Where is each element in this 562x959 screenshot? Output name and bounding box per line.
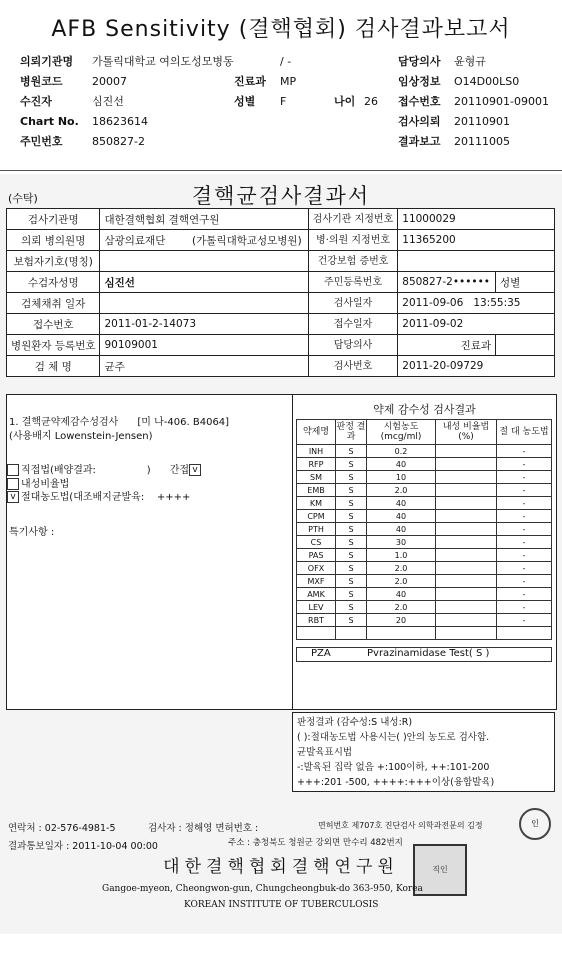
english-institute: KOREAN INSTITUTE OF TUBERCULOSIS xyxy=(184,900,379,910)
drug-name: EMB xyxy=(297,484,336,497)
drug-ratio xyxy=(436,523,497,536)
drug-concentration: 40 xyxy=(367,497,436,510)
drug-row xyxy=(297,562,552,575)
sutak-label: (수탁) xyxy=(8,192,38,205)
insurer-value xyxy=(100,251,308,272)
meta-label: Chart No. xyxy=(20,115,79,128)
drug-row xyxy=(297,510,552,523)
direct-method: 직접법(배양결과: ) 간접 v xyxy=(7,461,203,476)
meta-label: 진료과 xyxy=(234,75,266,88)
meta-value: 심진선 xyxy=(92,95,124,108)
specimen-value: 균주 xyxy=(100,356,308,377)
meta-label xyxy=(234,52,280,72)
col-concentration: 시험농도 (mcg/ml) xyxy=(367,420,436,445)
drug-ratio xyxy=(436,445,497,458)
doctor-stamp: 인 xyxy=(519,808,551,840)
drug-result: S xyxy=(336,497,367,510)
resistance-ratio-method: 내성비율법 xyxy=(7,475,69,490)
drug-row xyxy=(297,614,552,627)
report-title: AFB Sensitivity (결핵협회) 검사결과보고서 xyxy=(51,17,511,42)
meta-label: 병원코드 xyxy=(20,75,63,88)
meta-value: O14D00LS0 xyxy=(454,75,520,88)
meta-label: 담당의사 xyxy=(398,55,441,68)
insurer-label: 보험자기호(명칭) xyxy=(7,251,100,272)
drug-ratio xyxy=(436,510,497,523)
method-line1: 1. 결핵균약제감수성검사 [미 나-406. B4064] xyxy=(9,417,230,428)
drug-result: S xyxy=(336,458,367,471)
drug-concentration: 30 xyxy=(367,536,436,549)
drug-row xyxy=(297,588,552,601)
susceptibility-title: 약제 감수성 검사결과 xyxy=(373,403,476,416)
meta-value: F xyxy=(280,95,287,108)
meta-label: 주민번호 xyxy=(20,135,63,148)
drug-name: MXF xyxy=(297,575,336,588)
contact: 연락처 : 02-576-4981-5 xyxy=(8,823,116,834)
hospital-code: 11365200 xyxy=(398,230,555,251)
drug-result: S xyxy=(336,445,367,458)
empty-cell xyxy=(336,627,367,640)
specimen-label: 검 체 명 xyxy=(7,356,100,377)
pza-value: Pvrazinamidase Test( S ) xyxy=(367,648,490,659)
meta-label: 의뢰기관명 xyxy=(20,55,74,68)
drug-name: INH xyxy=(297,445,336,458)
meta-label: 결과보고 xyxy=(398,135,441,148)
drug-name: PTH xyxy=(297,523,336,536)
drug-ratio xyxy=(436,601,497,614)
drug-ratio xyxy=(436,562,497,575)
hospital-label: 의뢰 병의원명 xyxy=(7,230,100,251)
drug-result: S xyxy=(336,484,367,497)
drug-row xyxy=(297,575,552,588)
legend-line: ( ):절대농도법 사용시는( )안의 농도로 검사함. xyxy=(297,732,490,743)
drug-row xyxy=(297,523,552,536)
drug-concentration: 2.0 xyxy=(367,575,436,588)
remarks-label: 특기사항 : xyxy=(9,527,55,538)
absolute-checkbox[interactable]: v xyxy=(7,491,19,503)
meta-value: 850827-2 xyxy=(92,135,145,148)
doctor-label: 담당의사 xyxy=(308,335,397,356)
info-table xyxy=(6,208,555,377)
receipt-no-label: 접수번호 xyxy=(7,314,100,335)
drug-name: CS xyxy=(297,536,336,549)
drug-name: PAS xyxy=(297,549,336,562)
drug-result: S xyxy=(336,510,367,523)
receipt-date-value: 2011-09-02 xyxy=(398,314,555,335)
drug-absolute: - xyxy=(497,471,552,484)
english-address: Gangoe-myeon, Cheongwon-gun, Chungcheongbuk-do 363-950, Korea xyxy=(102,884,423,894)
drug-result: S xyxy=(336,523,367,536)
patient-value: 심진선 xyxy=(100,272,308,293)
dept-label: 진료과 xyxy=(398,335,496,356)
receipt-date-label: 접수일자 xyxy=(308,314,397,335)
health-ins-value xyxy=(398,251,555,272)
divider xyxy=(0,170,562,171)
drug-concentration: 2.0 xyxy=(367,601,436,614)
receipt-no-value: 2011-01-2-14073 xyxy=(100,314,308,335)
meta-label: 접수번호 xyxy=(398,95,441,108)
col-result: 판정 결과 xyxy=(336,420,367,445)
drug-result: S xyxy=(336,614,367,627)
drug-name: RFP xyxy=(297,458,336,471)
drug-absolute: - xyxy=(497,575,552,588)
age-value: 26 xyxy=(364,95,378,108)
meta-right xyxy=(398,52,549,152)
reg-value: 90109001 xyxy=(100,335,308,356)
test-date-value: 2011-09-06 13:55:35 xyxy=(398,293,555,314)
hospital-code-label: 병·의원 지정번호 xyxy=(308,230,397,251)
meta-label: 성별 xyxy=(234,95,256,108)
license: 면허번호 제707호 진단검사 의학과전문의 김정 xyxy=(318,821,483,830)
rrn-label: 주민등록번호 xyxy=(308,272,397,293)
drug-ratio xyxy=(436,575,497,588)
drug-row xyxy=(297,536,552,549)
age-label: 나이 xyxy=(334,95,356,108)
test-no-label: 검사번호 xyxy=(308,356,397,377)
absolute-conc-method: v 절대농도법(대조배지균발육: ++++ xyxy=(7,488,190,503)
drug-ratio xyxy=(436,588,497,601)
drug-result: S xyxy=(336,549,367,562)
legend-line: -:발육된 집락 없음 +:100이하, ++:101-200 xyxy=(297,762,490,773)
drug-ratio xyxy=(436,536,497,549)
drug-table xyxy=(296,419,552,640)
drug-absolute: - xyxy=(497,601,552,614)
drug-absolute: - xyxy=(497,523,552,536)
lab-value: 대한결핵협회 결핵연구원 xyxy=(100,209,308,230)
lab-label: 검사기관명 xyxy=(7,209,100,230)
test-date-label: 검사일자 xyxy=(308,293,397,314)
drug-row-empty xyxy=(297,627,552,640)
legend-line: 균발육표시법 xyxy=(297,747,353,758)
drug-row xyxy=(297,549,552,562)
test-no-value: 2011-20-09729 xyxy=(398,356,555,377)
drug-absolute: - xyxy=(497,562,552,575)
meta-value: MP xyxy=(280,75,297,88)
empty-cell xyxy=(436,627,497,640)
drug-name: SM xyxy=(297,471,336,484)
patient-label: 수검자성명 xyxy=(7,272,100,293)
meta-value: 20007 xyxy=(92,75,127,88)
meta-label: 수진자 xyxy=(20,95,52,108)
drug-concentration: 40 xyxy=(367,458,436,471)
empty-cell xyxy=(367,627,436,640)
meta-value: / - xyxy=(280,55,292,68)
lab-code-label: 검사기관 지정번호 xyxy=(308,209,397,230)
dept-value xyxy=(496,335,555,356)
drug-row xyxy=(297,497,552,510)
drug-absolute: - xyxy=(497,614,552,627)
drug-concentration: 2.0 xyxy=(367,484,436,497)
drug-absolute: - xyxy=(497,549,552,562)
drug-result: S xyxy=(336,575,367,588)
indirect-checkbox[interactable]: v xyxy=(189,464,201,476)
legend-line: +++:201 -500, ++++:+++이상(융합발육) xyxy=(297,777,495,788)
drug-row xyxy=(297,601,552,614)
drug-result: S xyxy=(336,588,367,601)
drug-ratio xyxy=(436,484,497,497)
meta-left xyxy=(20,52,234,152)
drug-absolute: - xyxy=(497,510,552,523)
meta-value: 20111005 xyxy=(454,135,510,148)
drug-concentration: 1.0 xyxy=(367,549,436,562)
drug-name: AMK xyxy=(297,588,336,601)
drug-name: CPM xyxy=(297,510,336,523)
empty-cell xyxy=(297,627,336,640)
col-absolute: 절 대 농도법 xyxy=(497,420,552,445)
method-box xyxy=(6,394,294,710)
susceptibility-box xyxy=(292,394,557,710)
drug-result: S xyxy=(336,562,367,575)
drug-result: S xyxy=(336,601,367,614)
method-line2: (사용배지 Lowenstein-Jensen) xyxy=(9,431,153,442)
drug-ratio xyxy=(436,497,497,510)
pza-label: PZA xyxy=(311,648,331,659)
col-ratio: 내성 비율법(%) xyxy=(436,420,497,445)
drug-absolute: - xyxy=(497,445,552,458)
meta-label: 임상정보 xyxy=(398,75,441,88)
drug-name: OFX xyxy=(297,562,336,575)
drug-ratio xyxy=(436,458,497,471)
drug-absolute: - xyxy=(497,497,552,510)
drug-row xyxy=(297,445,552,458)
drug-result: S xyxy=(336,471,367,484)
drug-name: RBT xyxy=(297,614,336,627)
meta-value: 윤형규 xyxy=(454,55,486,68)
meta-value: 20110901-09001 xyxy=(454,95,549,108)
address: 주소 : 충청북도 청원군 강외면 만수리 482번지 xyxy=(228,838,403,848)
drug-concentration: 2.0 xyxy=(367,562,436,575)
drug-absolute: - xyxy=(497,484,552,497)
drug-absolute: - xyxy=(497,588,552,601)
report-date: 결과통보일자 : 2011-10-04 00:00 xyxy=(8,841,158,852)
drug-row xyxy=(297,471,552,484)
drug-absolute: - xyxy=(497,536,552,549)
drug-concentration: 40 xyxy=(367,588,436,601)
legend-line: 판정결과 (감수성:S 내성:R) xyxy=(297,717,413,728)
meta-value: 20110901 xyxy=(454,115,510,128)
rrn-value: 850827-2•••••• xyxy=(398,272,496,293)
drug-row xyxy=(297,484,552,497)
empty-cell xyxy=(497,627,552,640)
drug-concentration: 0.2 xyxy=(367,445,436,458)
meta-label: 검사의뢰 xyxy=(398,115,441,128)
meta-value: 18623614 xyxy=(92,115,148,128)
drug-result: S xyxy=(336,536,367,549)
institute-name: 대한결핵협회결핵연구원 xyxy=(163,857,399,877)
drug-ratio xyxy=(436,549,497,562)
official-seal: 직인 xyxy=(413,844,467,896)
drug-name: KM xyxy=(297,497,336,510)
hospital-value: 삼광의료재단 (가톨릭대학교성모병원) xyxy=(100,230,308,251)
collect-date-value xyxy=(100,293,308,314)
examiner: 검사자 : 정해영 면허번호 : xyxy=(148,823,259,834)
meta-middle xyxy=(234,52,378,112)
drug-concentration: 10 xyxy=(367,471,436,484)
drug-concentration: 20 xyxy=(367,614,436,627)
col-drug: 약제명 xyxy=(297,420,336,445)
drug-name: LEV xyxy=(297,601,336,614)
drug-ratio xyxy=(436,614,497,627)
drug-row xyxy=(297,458,552,471)
collect-date-label: 검체채취 일자 xyxy=(7,293,100,314)
judgement-legend xyxy=(292,712,555,792)
pza-row xyxy=(296,647,552,662)
drug-concentration: 40 xyxy=(367,523,436,536)
drug-concentration: 40 xyxy=(367,510,436,523)
health-ins-label: 건강보험 증번호 xyxy=(308,251,397,272)
reg-label: 병원환자 등록번호 xyxy=(7,335,100,356)
meta-value: 가톨릭대학교 여의도성모병동 xyxy=(92,55,234,68)
document-title: 결핵균검사결과서 xyxy=(191,184,371,208)
drug-absolute: - xyxy=(497,458,552,471)
lab-code: 11000029 xyxy=(398,209,555,230)
drug-ratio xyxy=(436,471,497,484)
sex-label: 성별 xyxy=(496,272,555,293)
